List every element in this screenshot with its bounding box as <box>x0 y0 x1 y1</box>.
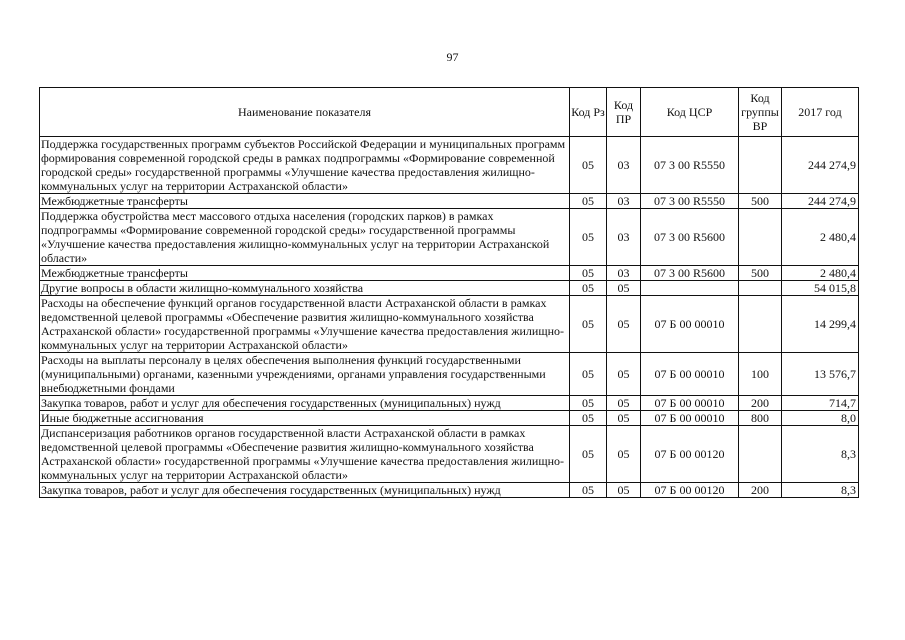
row-pr: 05 <box>607 353 641 396</box>
header-vr: Код группы ВР <box>739 88 782 137</box>
row-rz: 05 <box>570 281 607 296</box>
row-name: Поддержка обустройства мест массового отдыха населения (городских парков) в рамках подпрограммы «Формирование современной городской среды» государственной программы «Улучшение качества предоставления жилищно-коммунальных услуг на территории Астраханской области» <box>40 209 570 266</box>
row-amount: 13 576,7 <box>782 353 859 396</box>
table-row <box>40 194 859 209</box>
header-name: Наименование показателя <box>40 88 570 137</box>
row-amount: 244 274,9 <box>782 137 859 194</box>
row-pr: 05 <box>607 281 641 296</box>
table-row <box>40 411 859 426</box>
row-amount: 8,3 <box>782 426 859 483</box>
row-pr: 03 <box>607 266 641 281</box>
row-pr: 05 <box>607 483 641 498</box>
row-csr: 07 3 00 R5600 <box>641 266 739 281</box>
row-name: Закупка товаров, работ и услуг для обеспечения государственных (муниципальных) нужд <box>40 483 570 498</box>
row-csr: 07 Б 00 00010 <box>641 396 739 411</box>
table-header-row <box>40 88 859 137</box>
row-amount: 54 015,8 <box>782 281 859 296</box>
row-pr: 03 <box>607 209 641 266</box>
row-pr: 05 <box>607 396 641 411</box>
row-vr: 100 <box>739 353 782 396</box>
row-vr <box>739 209 782 266</box>
row-name: Другие вопросы в области жилищно-коммунального хозяйства <box>40 281 570 296</box>
row-name: Межбюджетные трансферты <box>40 266 570 281</box>
row-amount: 8,0 <box>782 411 859 426</box>
budget-table <box>39 87 859 498</box>
table-row <box>40 296 859 353</box>
header-year: 2017 год <box>782 88 859 137</box>
row-amount: 8,3 <box>782 483 859 498</box>
row-pr: 05 <box>607 426 641 483</box>
row-vr <box>739 281 782 296</box>
row-pr: 05 <box>607 411 641 426</box>
row-rz: 05 <box>570 194 607 209</box>
row-csr: 07 Б 00 00120 <box>641 426 739 483</box>
row-rz: 05 <box>570 396 607 411</box>
row-name: Поддержка государственных программ субъектов Российской Федерации и муниципальных программ формирования современной городской среды в рамках подпрограммы «Формирование современной городской среды» государственной программы «Улучшение качества предоставления жилищно-коммунальных услуг на территории Астраханской области» <box>40 137 570 194</box>
table-row <box>40 396 859 411</box>
row-name: Расходы на обеспечение функций органов государственной власти Астраханской области в рамках ведомственной целевой программы «Обеспечение развития жилищно-коммунального хозяйства Астраханской области» государственной программы «Улучшение качества предоставления жилищно-коммунальных услуг на территории Астраханской области» <box>40 296 570 353</box>
page-number: 97 <box>446 50 459 64</box>
row-vr: 200 <box>739 396 782 411</box>
row-amount: 244 274,9 <box>782 194 859 209</box>
row-rz: 05 <box>570 353 607 396</box>
row-vr: 500 <box>739 266 782 281</box>
table-row <box>40 281 859 296</box>
row-pr: 05 <box>607 296 641 353</box>
row-name: Межбюджетные трансферты <box>40 194 570 209</box>
row-pr: 03 <box>607 194 641 209</box>
row-csr: 07 3 00 R5600 <box>641 209 739 266</box>
row-vr: 500 <box>739 194 782 209</box>
row-rz: 05 <box>570 266 607 281</box>
row-vr <box>739 137 782 194</box>
header-rz: Код Рз <box>570 88 607 137</box>
header-csr: Код ЦСР <box>641 88 739 137</box>
row-csr <box>641 281 739 296</box>
row-rz: 05 <box>570 209 607 266</box>
table-row <box>40 353 859 396</box>
row-rz: 05 <box>570 411 607 426</box>
row-name: Диспансеризация работников органов государственной власти Астраханской области в рамках ведомственной целевой программы «Обеспечение развития жилищно-коммунального хозяйства Астраханской области» государственной программы «Улучшение качества предоставления жилищно-коммунальных услуг на территории Астраханской области» <box>40 426 570 483</box>
table-row <box>40 209 859 266</box>
table-row <box>40 426 859 483</box>
header-pr: Код ПР <box>607 88 641 137</box>
table-row <box>40 266 859 281</box>
row-rz: 05 <box>570 426 607 483</box>
row-csr: 07 Б 00 00120 <box>641 483 739 498</box>
row-csr: 07 Б 00 00010 <box>641 353 739 396</box>
row-vr: 800 <box>739 411 782 426</box>
table-row <box>40 137 859 194</box>
row-amount: 2 480,4 <box>782 266 859 281</box>
row-csr: 07 3 00 R5550 <box>641 194 739 209</box>
row-name: Расходы на выплаты персоналу в целях обеспечения выполнения функций государственными (муниципальными) органами, казенными учреждениями, органами управления государственными внебюджетными фондами <box>40 353 570 396</box>
row-amount: 14 299,4 <box>782 296 859 353</box>
row-csr: 07 3 00 R5550 <box>641 137 739 194</box>
row-name: Закупка товаров, работ и услуг для обеспечения государственных (муниципальных) нужд <box>40 396 570 411</box>
row-csr: 07 Б 00 00010 <box>641 296 739 353</box>
row-vr <box>739 296 782 353</box>
row-vr <box>739 426 782 483</box>
row-vr: 200 <box>739 483 782 498</box>
row-amount: 2 480,4 <box>782 209 859 266</box>
row-rz: 05 <box>570 483 607 498</box>
row-amount: 714,7 <box>782 396 859 411</box>
row-pr: 03 <box>607 137 641 194</box>
row-rz: 05 <box>570 296 607 353</box>
row-csr: 07 Б 00 00010 <box>641 411 739 426</box>
table-row <box>40 483 859 498</box>
row-rz: 05 <box>570 137 607 194</box>
row-name: Иные бюджетные ассигнования <box>40 411 570 426</box>
